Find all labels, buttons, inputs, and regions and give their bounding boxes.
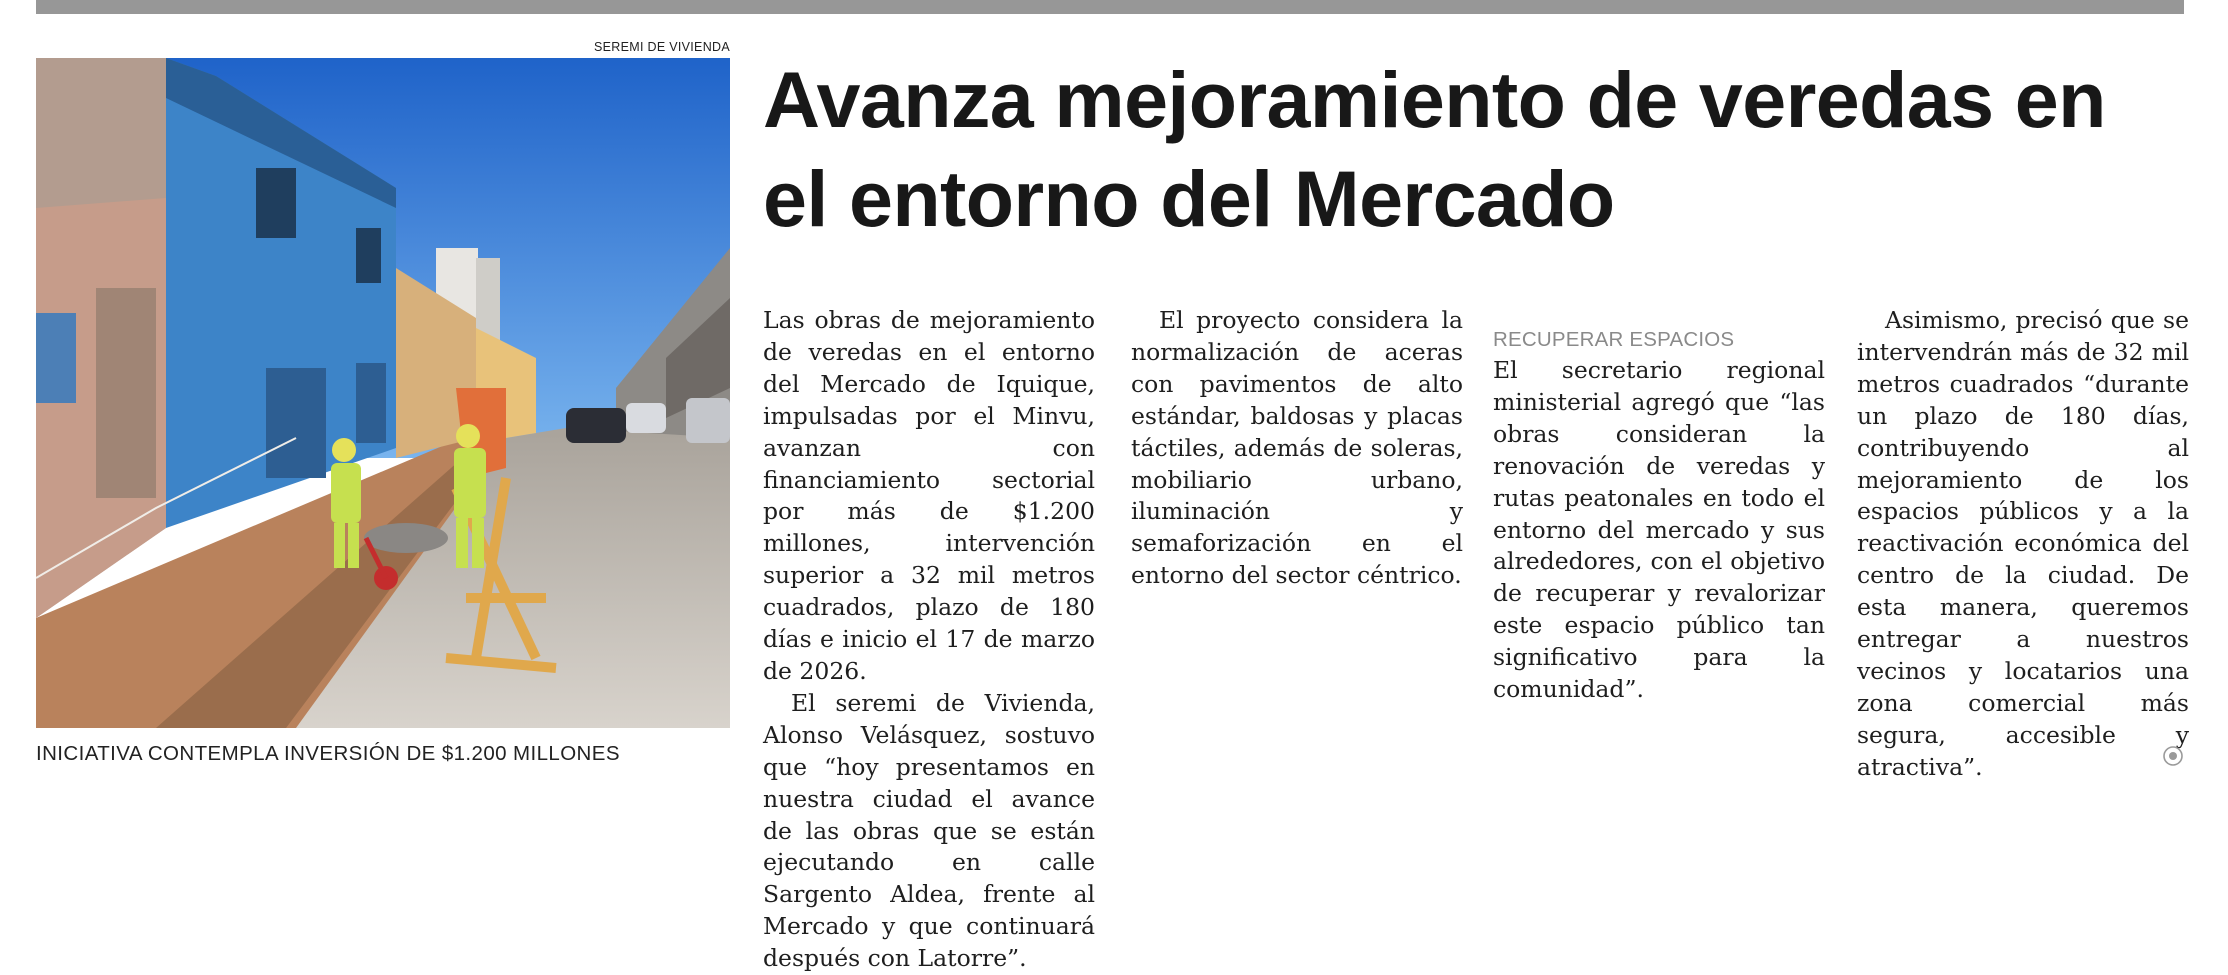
paragraph-4: El secretario regional ministerial agregó que “las obras consideran la renovación de veredas y rutas peatonales en todo el entorno del mercado y sus alrededores, con el objetivo de recuperar y revalorizar este espacio público tan significativo para la comunidad”.	[1493, 356, 1825, 704]
article-column-4	[1857, 305, 2189, 784]
article-column-3	[1493, 305, 1825, 706]
paragraph-1: Las obras de mejoramiento de veredas en el entorno del Mercado de Iquique, impulsadas por el Minvu, avanzan con financiamiento sectorial por más de $1.200 millones, intervención superior a 32 mil metros cuadrados, plazo de 180 días e inicio el 17 de marzo de 2026.	[763, 306, 1095, 685]
photo-caption: INICIATIVA CONTEMPLA INVERSIÓN DE $1.200 MILLONES	[36, 742, 620, 765]
article-photo	[36, 58, 730, 728]
top-rule	[36, 0, 2184, 14]
end-of-article-icon	[2162, 745, 2184, 767]
paragraph-5: Asimismo, precisó que se intervendrán más de 32 mil metros cuadrados “durante un plazo de 180 días, contribuyendo al mejoramiento de los espacios públicos y a la reactivación económica del centro de la ciudad. De esta manera, queremos entregar a nuestros vecinos y locatarios una zona comercial más segura, accesible y atractiva”.	[1857, 306, 2189, 781]
article-column-1	[763, 305, 1095, 975]
paragraph-3: El proyecto considera la normalización de aceras con pavimentos de alto estándar, baldosas y placas táctiles, además de soleras, mobiliario urbano, iluminación y semaforización en el entorno del sector céntrico.	[1131, 306, 1463, 590]
paragraph-2: El seremi de Vivienda, Alonso Velásquez, sostuvo que “hoy presentamos en nuestra ciudad el avance de las obras que se están ejecutando en calle Sargento Aldea, frente al Mercado y que continuará después con Latorre”.	[763, 688, 1095, 973]
photo-credit: SEREMI DE VIVIENDA	[594, 40, 730, 54]
headline: Avanza mejoramiento de veredas en el entorno del Mercado	[763, 55, 2106, 243]
article-column-2	[1131, 305, 1463, 592]
section-subhead: RECUPERAR ESPACIOS	[1493, 328, 1735, 351]
